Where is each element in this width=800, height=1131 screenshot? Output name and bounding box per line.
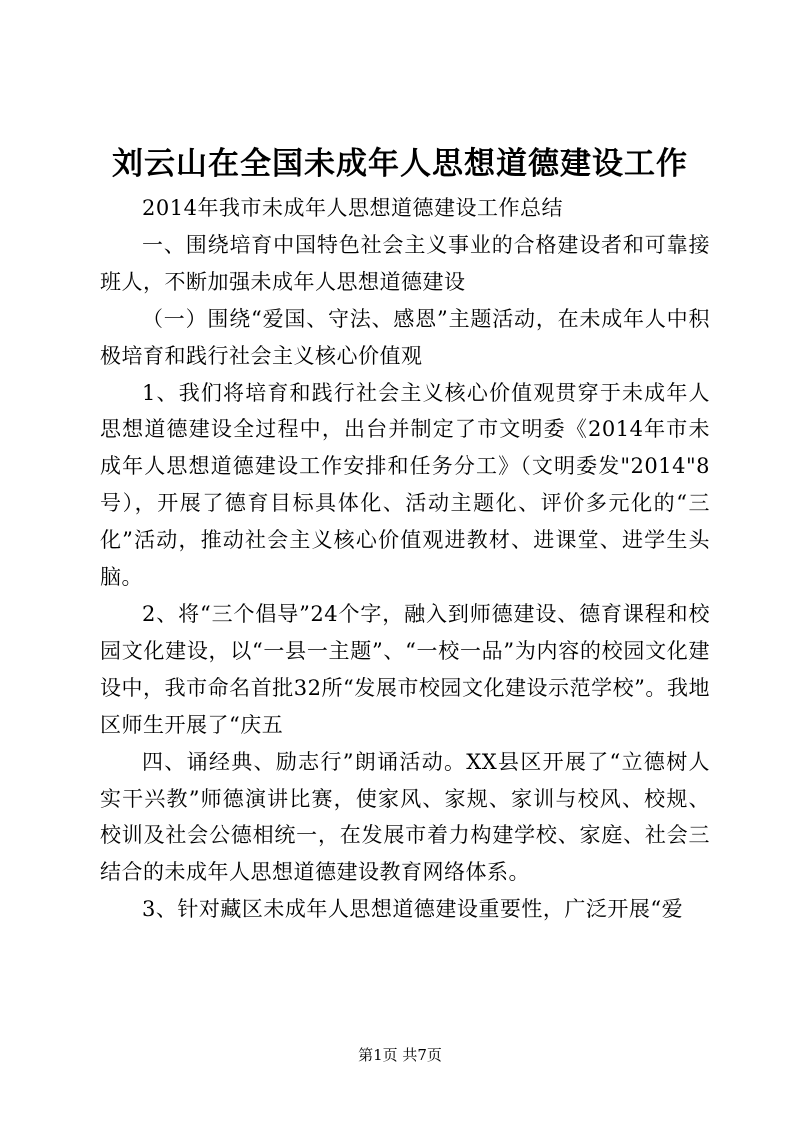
paragraph: （一）围绕“爱国、守法、感恩”主题活动，在未成年人中积极培育和践行社会主义核心价值观	[100, 306, 710, 368]
document-title: 刘云山在全国未成年人思想道德建设工作	[112, 146, 688, 182]
paragraph: 四、诵经典、励志行”朗诵活动。XX县区开展了“立德树人实干兴教”师德演讲比赛，使家风、家规、家训与校风、校规、校训及社会公德相统一，在发展市着力构建学校、家庭、社会三结合的未成年人思想道德建设教育网络体系。	[100, 749, 710, 885]
document-body	[100, 190, 710, 928]
paragraph: 3、针对藏区未成年人思想道德建设重要性，广泛开展“爱	[142, 897, 684, 922]
paragraph: 2、将“三个倡导”24个字，融入到师德建设、德育课程和校园文化建设，以“一县一主题”、“一校一品”为内容的校园文化建设中，我市命名首批32所“发展市校园文化建设示范学校”。我地区师生开展了“庆五	[100, 601, 710, 737]
paragraph: 1、我们将培育和践行社会主义核心价值观贯穿于未成年人思想道德建设全过程中，出台并制定了市文明委《2014年市未成年人思想道德建设工作安排和任务分工》（文明委发"2014"8号），开展了德育目标具体化、活动主题化、评价多元化的“三化”活动，推动社会主义核心价值观进教材、进课堂、进学生头脑。	[100, 380, 710, 590]
paragraph-subtitle: 2014年我市未成年人思想道德建设工作总结	[142, 196, 563, 220]
paragraph: 一、围绕培育中国特色社会主义事业的合格建设者和可靠接班人，不断加强未成年人思想道德建设	[100, 232, 710, 294]
page-number-footer: 第1页 共7页	[358, 1046, 442, 1064]
